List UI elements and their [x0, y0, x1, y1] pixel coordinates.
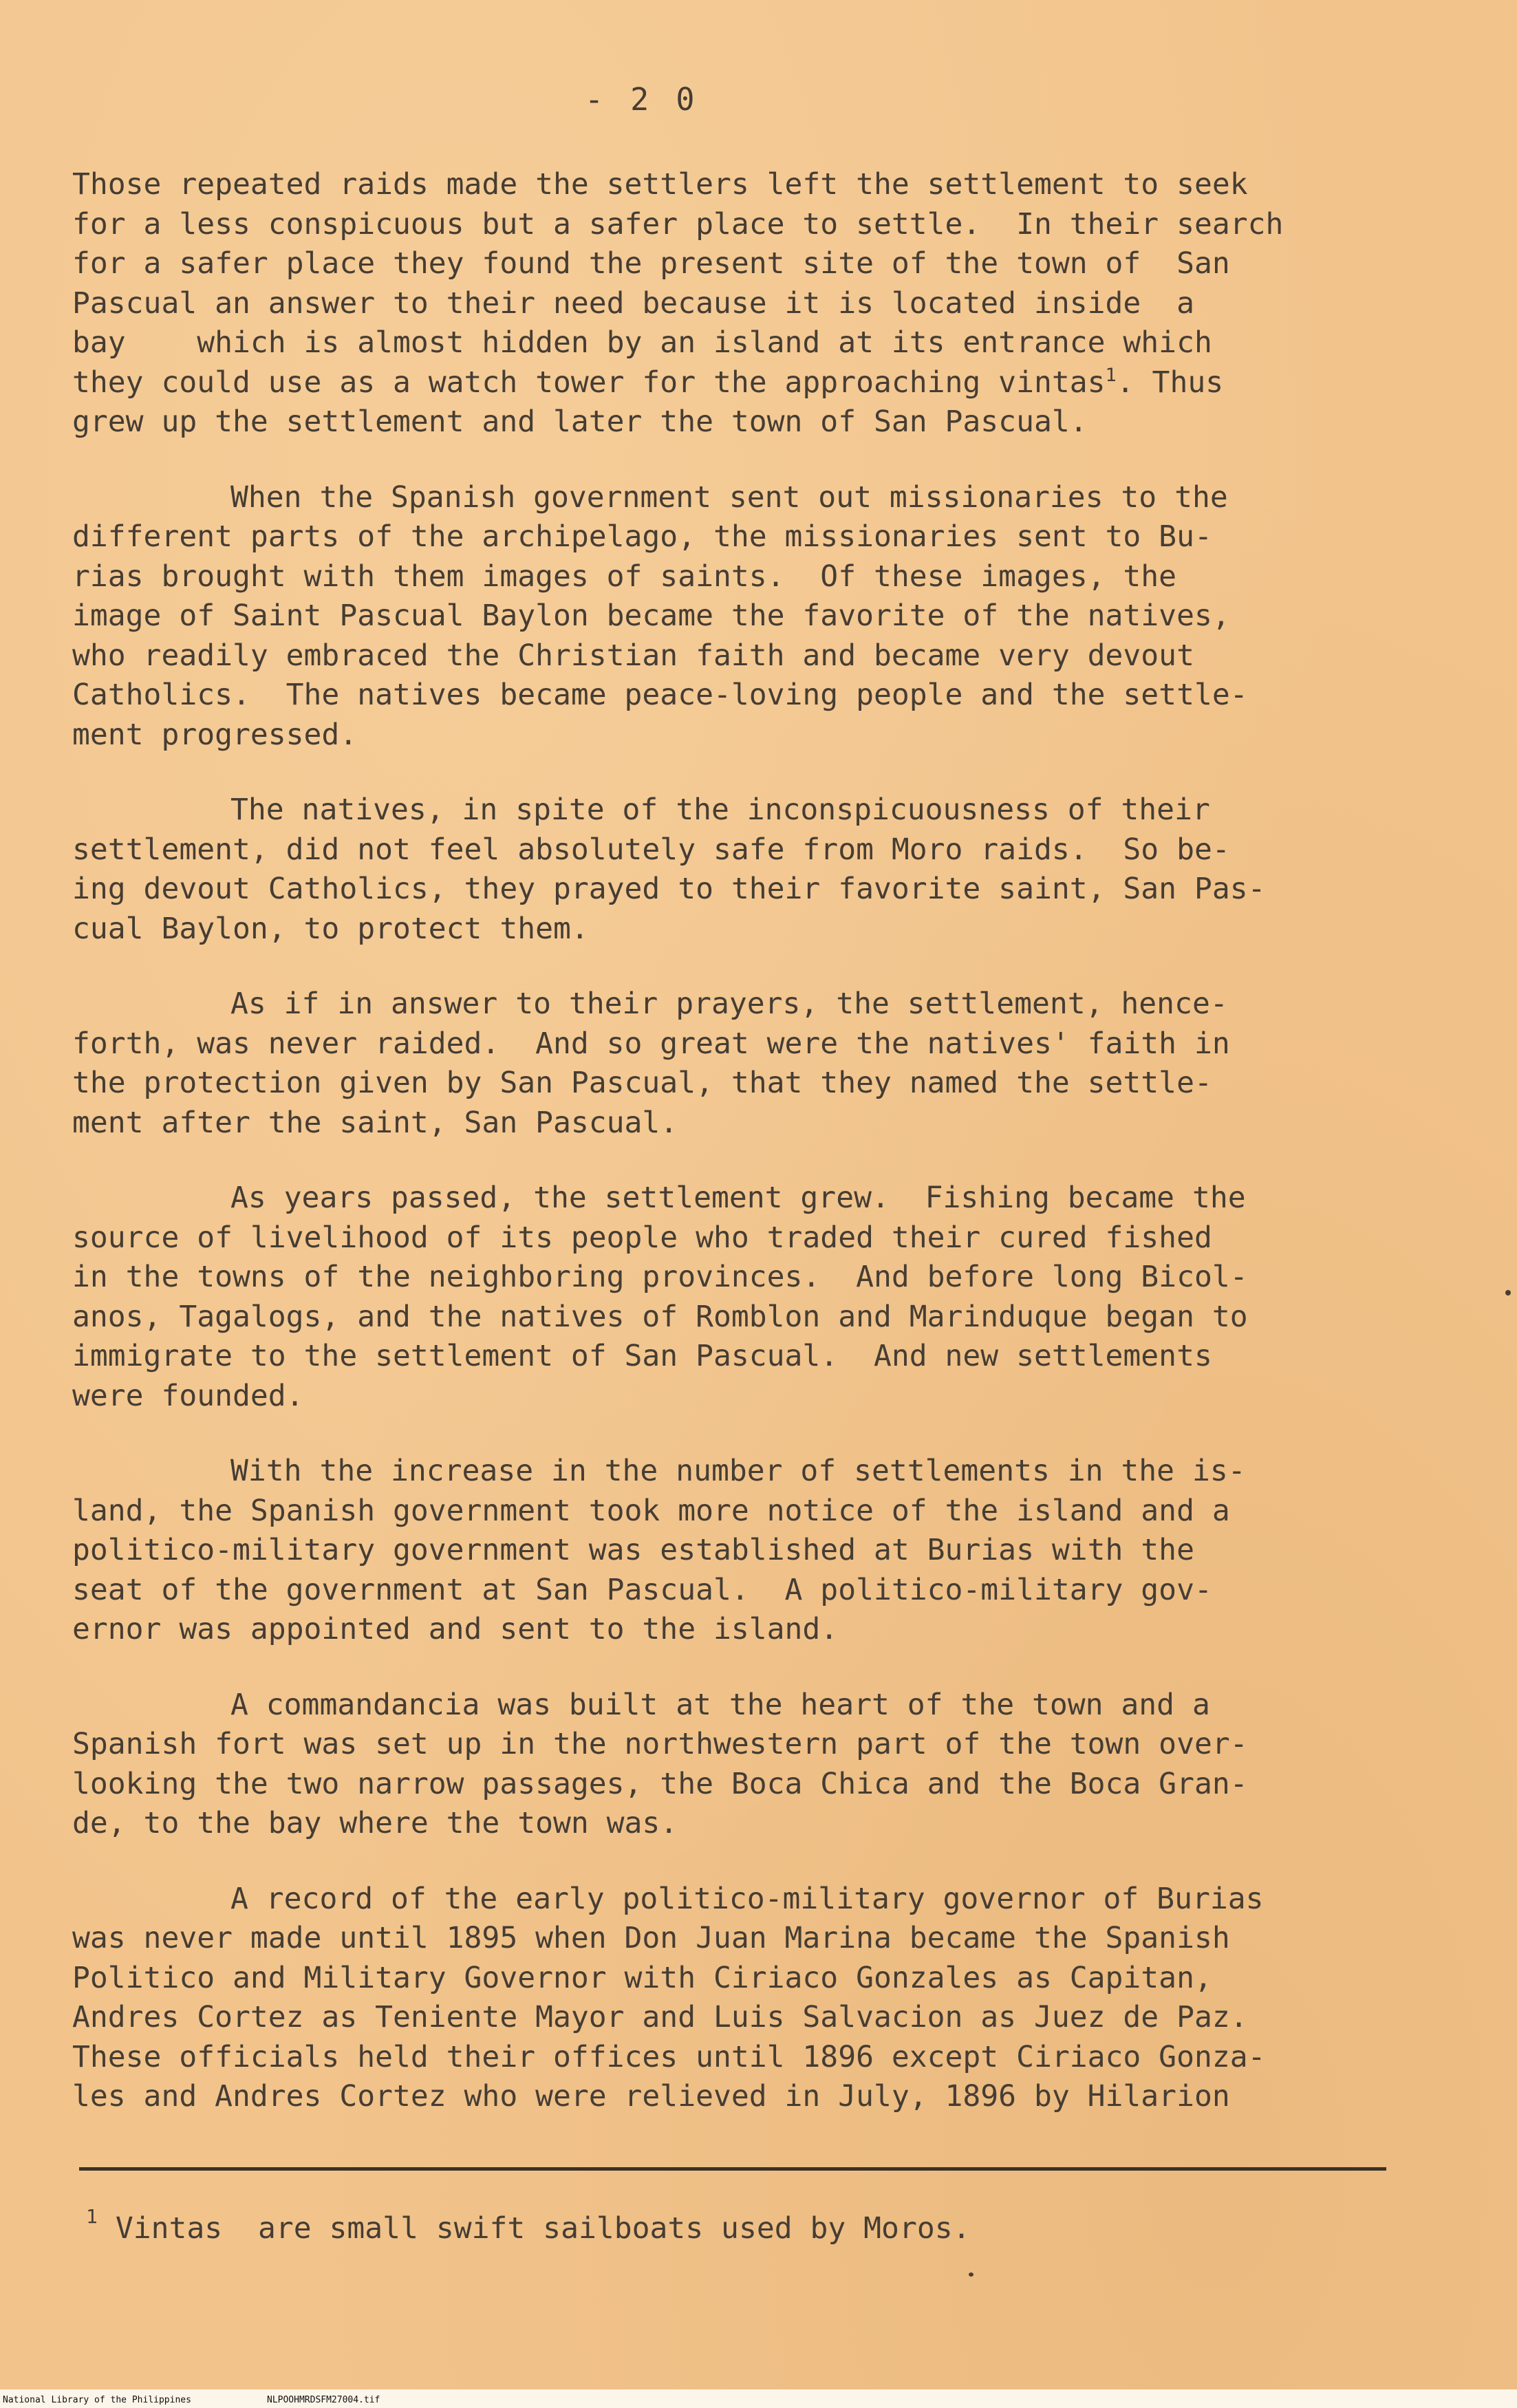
text-line: As years passed, the settlement grew. Fishing became the	[230, 1181, 1246, 1215]
text-line: immigrate to the settlement of San Pascual. And new settlements	[72, 1339, 1212, 1373]
text-line: Spanish fort was set up in the northwestern part of the town over-	[72, 1727, 1248, 1761]
text-line: bay which is almost hidden by an island at its entrance which	[72, 325, 1212, 360]
text-line: grew up the settlement and later the town of San Pascual.	[72, 405, 1088, 439]
paragraph-7	[72, 1686, 1441, 1844]
paragraph-8	[72, 1880, 1441, 2117]
paragraph-1	[72, 165, 1441, 442]
footer-filename-label: NLPOOHMRDSFM27004.tif	[267, 2395, 380, 2405]
text-line: image of Saint Pascual Baylon became the favorite of the natives,	[72, 599, 1230, 633]
text-line: for a safer place they found the present site of the town of San	[72, 246, 1230, 281]
text-line: ment progressed.	[72, 717, 358, 752]
text-line: These officials held their offices until 1896 except Ciriaco Gonza-	[72, 2039, 1266, 2074]
text-line: ing devout Catholics, they prayed to their favorite saint, San Pas-	[72, 872, 1266, 906]
text-line: source of livelihood of its people who traded their cured fished	[72, 1220, 1212, 1255]
text-line-segment: they could use as a watch tower for the approaching vintas	[72, 365, 1106, 400]
text-line: Politico and Military Governor with Ciriaco Gonzales as Capitan,	[72, 1960, 1212, 1995]
text-line: Those repeated raids made the settlers left the settlement to seek	[72, 167, 1248, 202]
text-line: who readily embraced the Christian faith and became very devout	[72, 638, 1194, 673]
text-line: the protection given by San Pascual, that they named the settle-	[72, 1066, 1212, 1100]
text-line: seat of the government at San Pascual. A politico-military gov-	[72, 1572, 1212, 1607]
paragraph-4	[72, 985, 1441, 1143]
text-line: les and Andres Cortez who were relieved in July, 1896 by Hilarion	[72, 2079, 1230, 2114]
text-line: The natives, in spite of the inconspicuousness of their	[230, 793, 1210, 827]
ink-speck	[969, 2272, 973, 2277]
text-line: for a less conspicuous but a safer place to settle. In their search	[72, 206, 1284, 241]
text-line: Catholics. The natives became peace-loving people and the settle-	[72, 678, 1248, 712]
text-line: politico-military government was established at Burias with the	[72, 1533, 1194, 1567]
text-line: in the towns of the neighboring provinces. And before long Bicol-	[72, 1260, 1248, 1294]
text-line: land, the Spanish government took more notice of the island and a	[72, 1493, 1230, 1528]
footer-library-label: National Library of the Philippines	[3, 2395, 191, 2405]
text-line: A commandancia was built at the heart of the town and a	[230, 1687, 1210, 1722]
scan-footer-bar	[0, 2389, 1517, 2408]
footnote-marker: 1	[86, 2205, 98, 2228]
text-line: forth, was never raided. And so great were the natives' faith in	[72, 1026, 1230, 1061]
text-line: settlement, did not feel absolutely safe from Moro raids. So be-	[72, 832, 1230, 867]
text-line: Andres Cortez as Teniente Mayor and Luis Salvacion as Juez de Paz.	[72, 2000, 1248, 2034]
text-line: When the Spanish government sent out missionaries to the	[230, 480, 1228, 515]
footnote-text: Vintas are small swift sailboats used by Moros.	[115, 2211, 971, 2246]
footnote	[86, 2205, 971, 2246]
text-line: looking the two narrow passages, the Boca Chica and the Boca Gran-	[72, 1766, 1248, 1801]
paragraph-6	[72, 1452, 1441, 1650]
text-line: A record of the early politico-military governor of Burias	[230, 1881, 1264, 1916]
page-number: - 2 0	[585, 81, 699, 118]
body-text	[72, 165, 1441, 2153]
text-line: Pascual an answer to their need because it is located inside a	[72, 286, 1194, 321]
text-line: anos, Tagalogs, and the natives of Romblon and Marinduque began to	[72, 1299, 1248, 1334]
paragraph-2	[72, 478, 1441, 755]
footnote-divider	[79, 2167, 1386, 2171]
text-line: With the increase in the number of settlements in the is-	[230, 1454, 1246, 1488]
text-line-segment: . Thus	[1116, 365, 1224, 400]
footnote-reference: 1	[1105, 364, 1117, 386]
paragraph-3	[72, 791, 1441, 949]
text-line: As if in answer to their prayers, the settlement, hence-	[230, 987, 1228, 1021]
text-line: was never made until 1895 when Don Juan Marina became the Spanish	[72, 1921, 1230, 1955]
text-line: de, to the bay where the town was.	[72, 1806, 678, 1840]
text-line: different parts of the archipelago, the missionaries sent to Bu-	[72, 519, 1212, 554]
text-line: cual Baylon, to protect them.	[72, 911, 589, 946]
text-line: were founded.	[72, 1378, 304, 1413]
text-line: ernor was appointed and sent to the island.	[72, 1612, 839, 1646]
text-line-with-footnote	[72, 363, 1441, 403]
text-line: ment after the saint, San Pascual.	[72, 1105, 678, 1140]
ink-speck	[1505, 1290, 1511, 1296]
paragraph-5	[72, 1179, 1441, 1416]
text-line: rias brought with them images of saints. Of these images, the	[72, 559, 1177, 594]
